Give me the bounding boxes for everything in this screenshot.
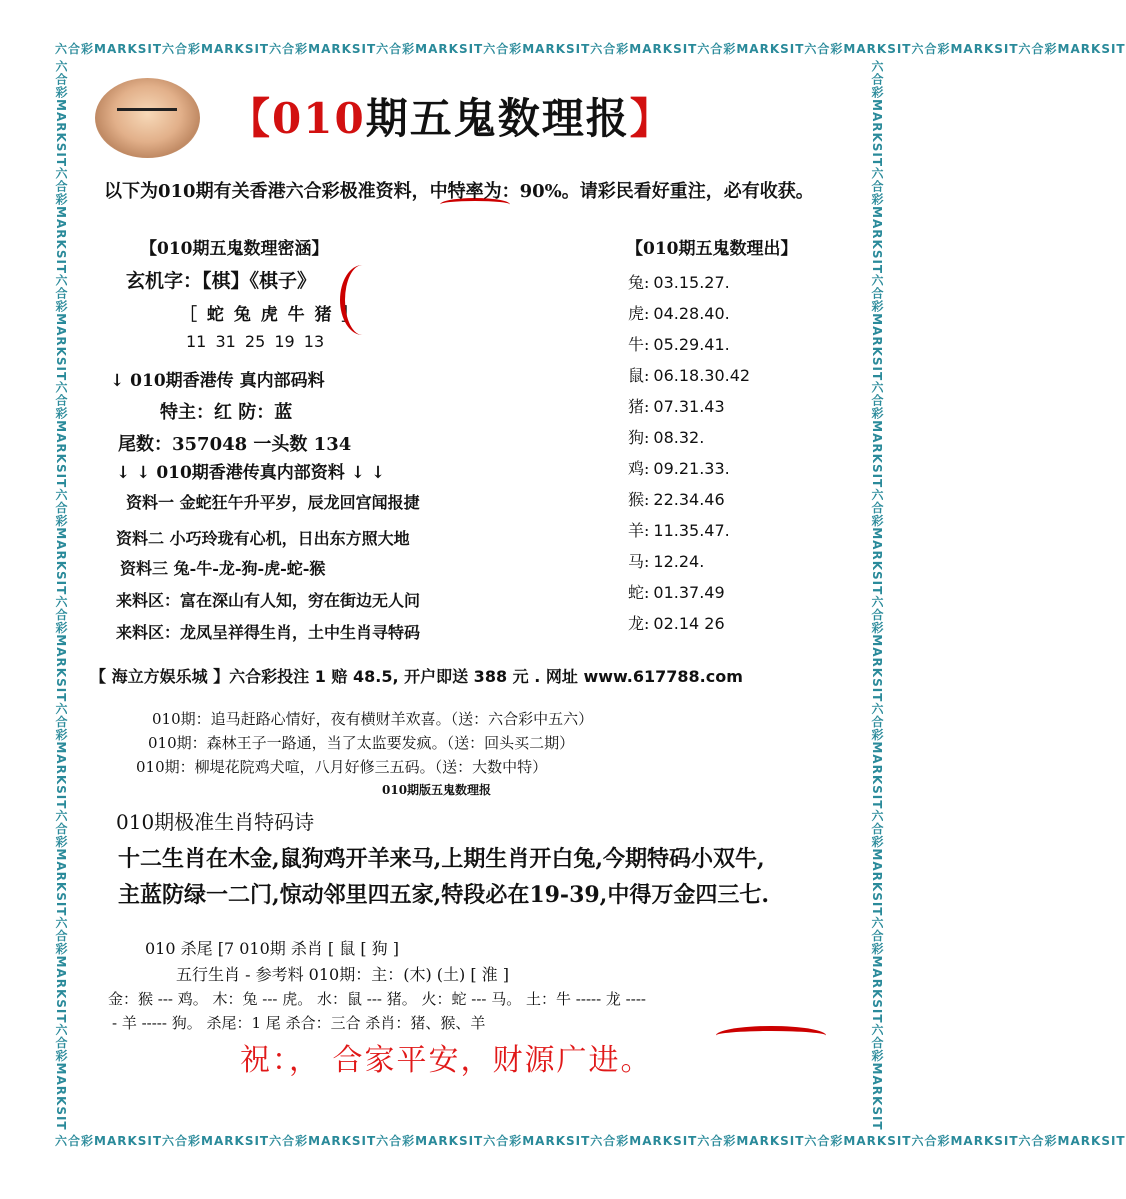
zodiac-row <box>628 611 725 634</box>
zodiac-row <box>628 425 704 448</box>
secret-title: 【010期五鬼数理密涵】 <box>140 239 329 259</box>
hk-title: ↓ 010期香港传 真内部码料 <box>110 371 325 391</box>
zodiac-row <box>628 270 730 293</box>
bottom-border: 六合彩MARKSIT六合彩MARKSIT六合彩MARKSIT六合彩MARKSIT六合彩MARKSIT六合彩MARKSIT六合彩MARKSIT六合彩MARKSIT六合彩MARKSIT六合彩MARKSIT <box>55 1134 1126 1148</box>
poem-3: 010期：柳堤花院鸡犬喧，八月好修三五码。（送：大数中特） <box>136 758 548 776</box>
te-zhu-text: 特主：红 防：蓝 <box>160 402 293 423</box>
zodiac-numbers: 12.24. <box>653 552 705 571</box>
zodiac-label: 鸡: <box>628 459 650 478</box>
zodiac-row <box>628 363 750 386</box>
zodiac-numbers: 06.18.30.42 <box>653 366 751 385</box>
lailiao-1: 来料区：富在深山有人知，穷在街边无人问 <box>116 591 421 610</box>
zodiac-label: 虎: <box>628 304 650 323</box>
wuxing-line-2: - 羊 ----- 狗。 杀尾：1 尾 杀合：三合 杀肖：猪、猴、羊 <box>112 1014 486 1032</box>
weishu-text: 尾数：357048 一头数 134 <box>118 434 352 455</box>
zodiac-row <box>628 487 725 510</box>
zodiac-numbers: 03.15.27. <box>653 273 730 292</box>
numbers-text: 11 31 25 19 13 <box>186 332 325 351</box>
zodiac-label: 猪: <box>628 397 650 416</box>
zodiac-label: 狗: <box>628 428 650 447</box>
zodiac-label: 蛇: <box>628 583 650 602</box>
lailiao-2: 来料区：龙凤呈祥得生肖，土中生肖寻特码 <box>116 623 421 642</box>
zodiac-label: 兔: <box>628 273 650 292</box>
glasses-icon <box>117 108 177 125</box>
zodiac-numbers: 05.29.41. <box>653 335 730 354</box>
top-border: 六合彩MARKSIT六合彩MARKSIT六合彩MARKSIT六合彩MARKSIT六合彩MARKSIT六合彩MARKSIT六合彩MARKSIT六合彩MARKSIT六合彩MARKSIT六合彩MARKSIT <box>55 42 1126 56</box>
zodiac-numbers: 07.31.43 <box>653 397 725 416</box>
zodiac-row <box>628 518 730 541</box>
red-curve-decoration <box>340 265 385 335</box>
poem-line-2: 主蓝防绿一二门,惊动邻里四五家,特段必在19-39,中得万金四三七. <box>118 882 769 908</box>
red-swoosh-decoration-2 <box>716 1026 826 1045</box>
zodiac-label: 猴: <box>628 490 650 509</box>
zodiac-numbers: 04.28.40. <box>653 304 730 323</box>
zodiac-row <box>628 580 725 603</box>
animals-text: ［ 蛇 兔 虎 牛 猪 ］ <box>180 305 361 325</box>
poem-1: 010期：追马赶路心情好，夜有横财羊欢喜。（送：六合彩中五六） <box>152 710 594 728</box>
left-border: 六合彩MARKSIT六合彩MARKSIT六合彩MARKSIT六合彩MARKSIT六合彩MARKSIT六合彩MARKSIT六合彩MARKSIT六合彩MARKSIT六合彩MARKSIT六合彩MARKSIT <box>54 60 68 1131</box>
kill-text: 010 杀尾 [7 010期 杀肖 [ 鼠 [ 狗 ] <box>145 939 400 958</box>
zodiac-label: 龙: <box>628 614 650 633</box>
ziliao-3: 资料三 兔-牛-龙-狗-虎-蛇-猴 <box>120 559 326 578</box>
ziliao-2: 资料二 小巧玲珑有心机，日出东方照大地 <box>116 529 410 548</box>
xuanji-text: 玄机字：【棋】《棋子》 <box>126 270 317 292</box>
wuxing-line-1: 金：猴 --- 鸡。 木：兔 --- 虎。 水：鼠 --- 猪。 火：蛇 --- 马。 土：牛 ----- 龙 ---- <box>108 990 646 1008</box>
zodiac-row <box>628 301 730 324</box>
page-title: 【010期五鬼数理报】 <box>228 94 674 143</box>
right-title: 【010期五鬼数理出】 <box>626 239 798 259</box>
poem-title: 010期极准生肖特码诗 <box>116 810 315 834</box>
zodiac-row <box>628 549 704 572</box>
wish-text: 祝：， 合家平安，财源广进。 <box>240 1043 653 1078</box>
zodiac-numbers: 01.37.49 <box>653 583 725 602</box>
hk-title2: ↓ ↓ 010期香港传真内部资料 ↓ ↓ <box>116 463 386 483</box>
poem-line-1: 十二生肖在木金,鼠狗鸡开羊来马,上期生肖开白兔,今期特码小双牛, <box>118 846 765 872</box>
zodiac-numbers: 22.34.46 <box>653 490 725 509</box>
zodiac-numbers: 02.14 26 <box>653 614 725 633</box>
zodiac-numbers: 09.21.33. <box>653 459 730 478</box>
poem-2: 010期：森林王子一路通，当了太监要发疯。（送：回头买二期） <box>148 734 575 752</box>
zodiac-numbers: 11.35.47. <box>653 521 730 540</box>
wuxing-text: 五行生肖 - 参考料 010期：主：(木) (土) [ 淮 ] <box>176 965 510 984</box>
zodiac-row <box>628 456 730 479</box>
ziliao-1: 资料一 金蛇狂午升平岁，辰龙回宫闻报捷 <box>126 493 420 512</box>
zodiac-row <box>628 332 730 355</box>
zodiac-row <box>628 394 725 417</box>
avatar <box>95 78 200 158</box>
zodiac-label: 马: <box>628 552 650 571</box>
ad-banner: 【 海立方娱乐城 】六合彩投注 1 赔 48.5, 开户即送 388 元 . 网址 www.617788.com <box>90 667 743 686</box>
poem-caption: 010期版五鬼数理报 <box>382 783 492 797</box>
intro-text: 以下为010期有关香港六合彩极准资料，中特率为：90%。请彩民看好重注，必有收获。 <box>104 181 814 202</box>
zodiac-label: 羊: <box>628 521 650 540</box>
right-border: 六合彩MARKSIT六合彩MARKSIT六合彩MARKSIT六合彩MARKSIT六合彩MARKSIT六合彩MARKSIT六合彩MARKSIT六合彩MARKSIT六合彩MARKSIT六合彩MARKSIT <box>870 60 884 1131</box>
zodiac-label: 牛: <box>628 335 650 354</box>
zodiac-numbers: 08.32. <box>653 428 705 447</box>
zodiac-label: 鼠: <box>628 366 650 385</box>
